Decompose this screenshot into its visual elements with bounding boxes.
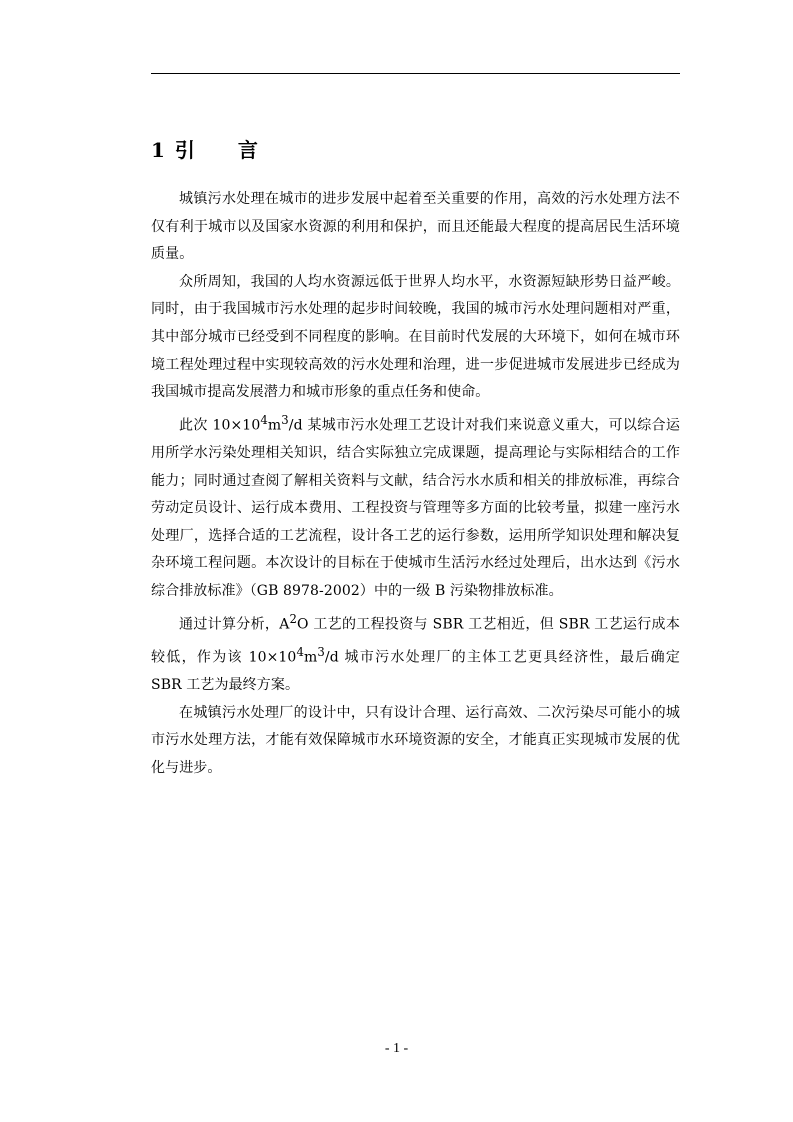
body-text: [151, 186, 680, 782]
header-rule: [151, 73, 680, 74]
paragraph-4: 通过计算分析，$A^2O$ 工艺的工程投资与 SBR 工艺相近，但 SBR 工艺运行成本较低，作为该 $10\times 10^4m^3/d$ 城市污水处理厂的主体工艺更具经济性，最后确定 SBR 工艺为最终方案。: [151, 611, 680, 694]
section-number: 1: [151, 138, 165, 162]
page-number: - 1 -: [384, 1041, 409, 1056]
paragraph-1: 城镇污水处理在城市的进步发展中起着至关重要的作用，高效的污水处理方法不仅有利于城市以及国家水资源的利用和保护，而且还能最大程度的提高居民生活环境质量。: [151, 191, 680, 263]
section-title: 引 言: [174, 138, 276, 162]
paragraph-5: 在城镇污水处理厂的设计中，只有设计合理、运行高效、二次污染尽可能小的城市污水处理方法，才能有效保障城市水环境资源的安全，才能真正实现城市发展的优化与进步。: [151, 704, 680, 776]
section-heading: [151, 136, 276, 164]
paragraph-2: 众所周知，我国的人均水资源远低于世界人均水平，水资源短缺形势日益严峻。同时，由于我国城市污水处理的起步时间较晚，我国的城市污水处理问题相对严重，其中部分城市已经受到不同程度的影响。在目前时代发展的大环境下，如何在城市环境工程处理过程中实现较高效的污水处理和治理，进一步促进城市发展进步已经成为我国城市提高发展潜力和城市形象的重点任务和使命。: [151, 273, 680, 401]
paragraph-3: 此次 $10\times 10^4m^3/d$ 某城市污水处理工艺设计对我们来说意义重大，可以综合运用所学水污染处理相关知识，结合实际独立完成课题，提高理论与实际相结合的工作能力；同时通过查阅了解相关资料与文献，结合污水水质和相关的排放标准，再综合劳动定员设计、运行成本费用、工程投资与管理等多方面的比较考量，拟建一座污水处理厂，选择合适的工艺流程，设计各工艺的运行参数，运用所学知识处理和解决复杂环境工程问题。本次设计的目标在于使城市生活污水经过处理后，出水达到《污水综合排放标准》（GB 8978-2002）中的一级 B 污染物排放标准。: [151, 412, 681, 599]
